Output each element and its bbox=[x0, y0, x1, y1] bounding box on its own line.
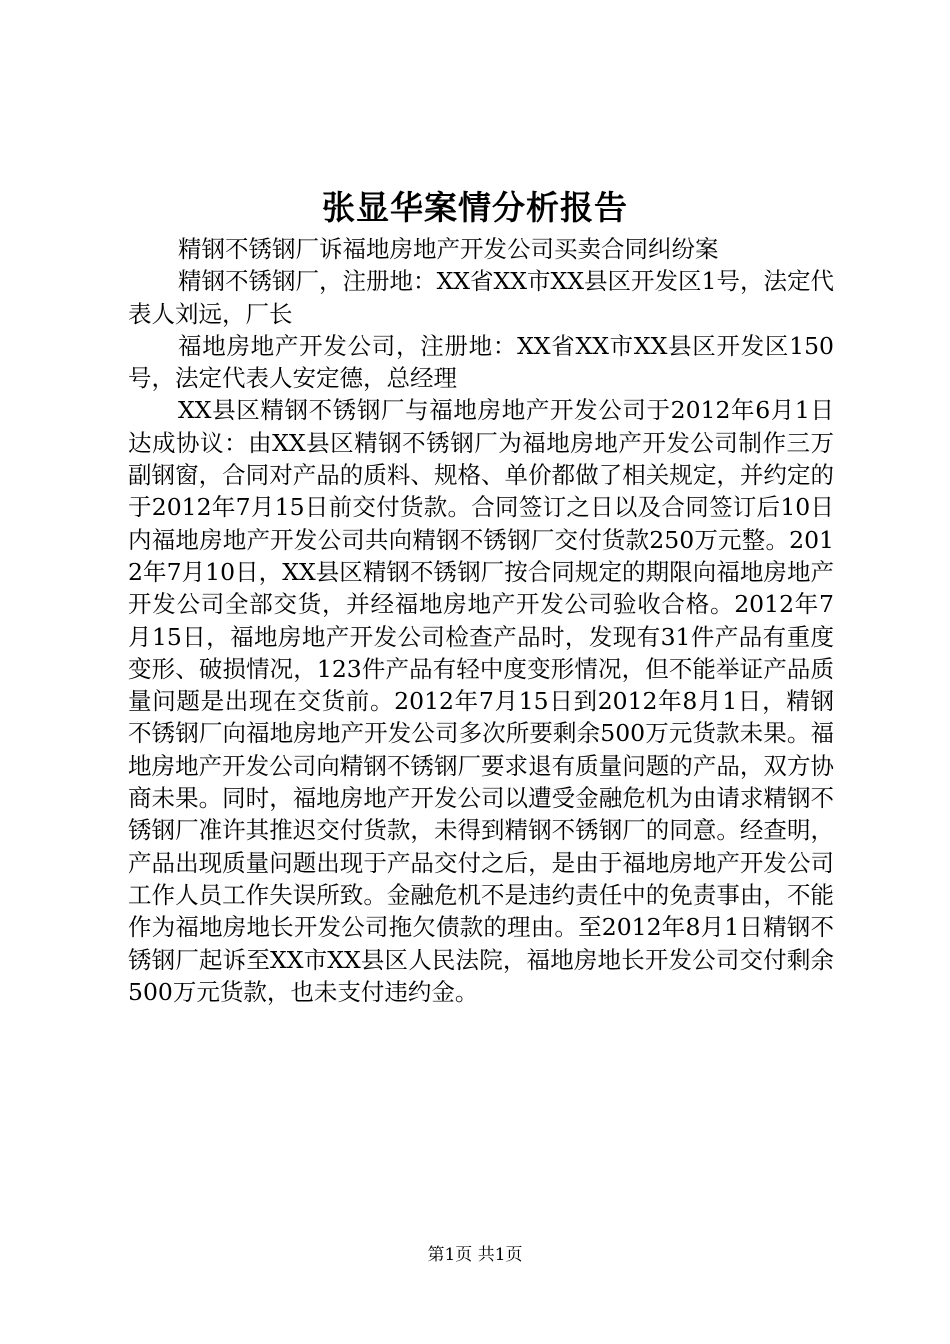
page-number: 第1页 bbox=[427, 1245, 473, 1265]
plaintiff-paragraph: 精钢不锈钢厂，注册地：XX省XX市XX县区开发区1号，法定代表人刘远，厂长 bbox=[128, 267, 834, 328]
case-heading-paragraph: 精钢不锈钢厂诉福地房地产开发公司买卖合同纠纷案 bbox=[178, 235, 719, 263]
page-footer bbox=[0, 1244, 950, 1266]
document-body bbox=[128, 233, 834, 1008]
document-title: 张显华案情分析报告 bbox=[322, 188, 628, 227]
case-facts-paragraph: XX县区精钢不锈钢厂与福地房地产开发公司于2012年6月1日达成协议：由XX县区精钢不锈钢厂为福地房地产开发公司制作三万副钢窗，合同对产品的质料、规格、单价都做了相关规定，并约定的于2012年7月15日前交付货款。合同签订之日以及合同签订后10日内福地房地产开发公司共向精钢不锈钢厂交付货款250万元整。2012年7月10日，XX县区精钢不锈钢厂按合同规定的期限向福地房地产开发公司全部交货，并经福地房地产开发公司验收合格。2012年7月15日，福地房地产开发公司检查产品时，发现有31件产品有重度变形、破损情况，123件产品有轻中度变形情况，但不能举证产品质量问题是出现在交货前。2012年7月15日到2012年8月1日，精钢不锈钢厂向福地房地产开发公司多次所要剩余500万元货款未果。福地房地产开发公司向精钢不锈钢厂要求退有质量问题的产品，双方协商未果。同时，福地房地产开发公司以遭受金融危机为由请求精钢不锈钢厂准许其推迟交付货款，未得到精钢不锈钢厂的同意。经查明，产品出现质量问题出现于产品交付之后，是由于福地房地产开发公司工作人员工作失误所致。金融危机不是违约责任中的免责事由，不能作为福地房地长开发公司拖欠债款的理由。至2012年8月1日精钢不锈钢厂起诉至XX市XX县区人民法院，福地房地长开发公司交付剩余500万元货款，也未支付违约金。 bbox=[128, 396, 834, 1006]
defendant-paragraph: 福地房地产开发公司，注册地：XX省XX市XX县区开发区150号，法定代表人安定德，总经理 bbox=[128, 331, 834, 393]
page-total: 共1页 bbox=[477, 1245, 523, 1265]
